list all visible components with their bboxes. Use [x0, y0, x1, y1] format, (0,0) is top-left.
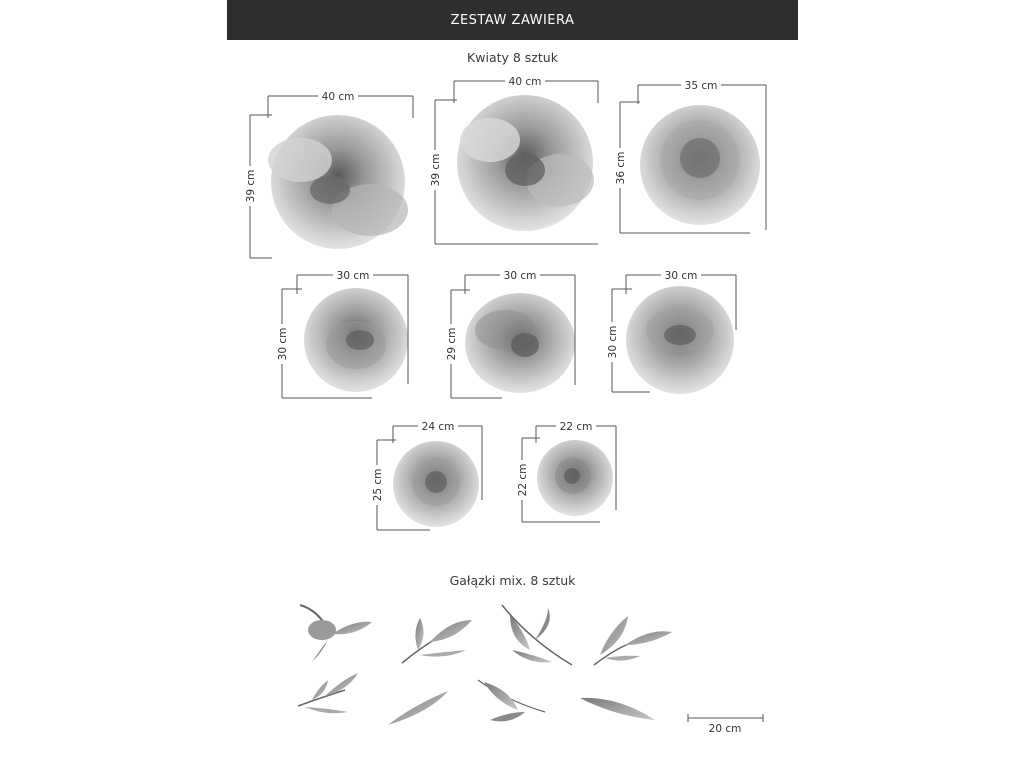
- flower-6-height-label: 30 cm: [607, 325, 619, 359]
- branch-3: [502, 605, 572, 665]
- branch-4: [594, 616, 672, 665]
- flower-3-width-label: 35 cm: [684, 80, 718, 92]
- flower-peony-4: [304, 288, 408, 392]
- flower-peony-7: [393, 441, 479, 527]
- flower-5-height-label: 29 cm: [446, 327, 458, 361]
- branch-7: [478, 680, 545, 721]
- branch-1: [300, 605, 372, 662]
- flower-peony-5: [465, 293, 575, 393]
- flower-4-height-label: 30 cm: [277, 327, 289, 361]
- flower-peony-6: [626, 286, 734, 394]
- flower-1-width-label: 40 cm: [321, 91, 355, 103]
- header-title: ZESTAW ZAWIERA: [450, 12, 575, 28]
- branch-2: [402, 618, 472, 663]
- flower-2-height-label: 39 cm: [430, 153, 442, 187]
- scale-bar: [688, 714, 763, 722]
- flower-7-width-label: 24 cm: [421, 421, 455, 433]
- flower-peony-2: [457, 95, 594, 231]
- flower-7-height-label: 25 cm: [372, 468, 384, 502]
- flowers-section-title: Kwiaty 8 sztuk: [467, 50, 558, 65]
- branch-5: [298, 673, 358, 713]
- flower-6-width-label: 30 cm: [664, 270, 698, 282]
- flower-3-height-label: 36 cm: [615, 151, 627, 185]
- flower-1-height-label: 39 cm: [245, 169, 257, 203]
- flower-peony-8: [537, 440, 613, 516]
- branches-section-title: Gałązki mix. 8 sztuk: [449, 573, 576, 588]
- flower-8-width-label: 22 cm: [559, 421, 593, 433]
- flower-peony-1: [268, 115, 408, 249]
- flower-4-width-label: 30 cm: [336, 270, 370, 282]
- flower-peony-3: [640, 105, 760, 225]
- flower-8-height-label: 22 cm: [517, 463, 529, 497]
- flower-2-width-label: 40 cm: [508, 76, 542, 88]
- branch-6: [388, 691, 448, 725]
- scale-bar-label: 20 cm: [708, 723, 742, 735]
- flower-5-width-label: 30 cm: [503, 270, 537, 282]
- branch-8: [580, 698, 655, 720]
